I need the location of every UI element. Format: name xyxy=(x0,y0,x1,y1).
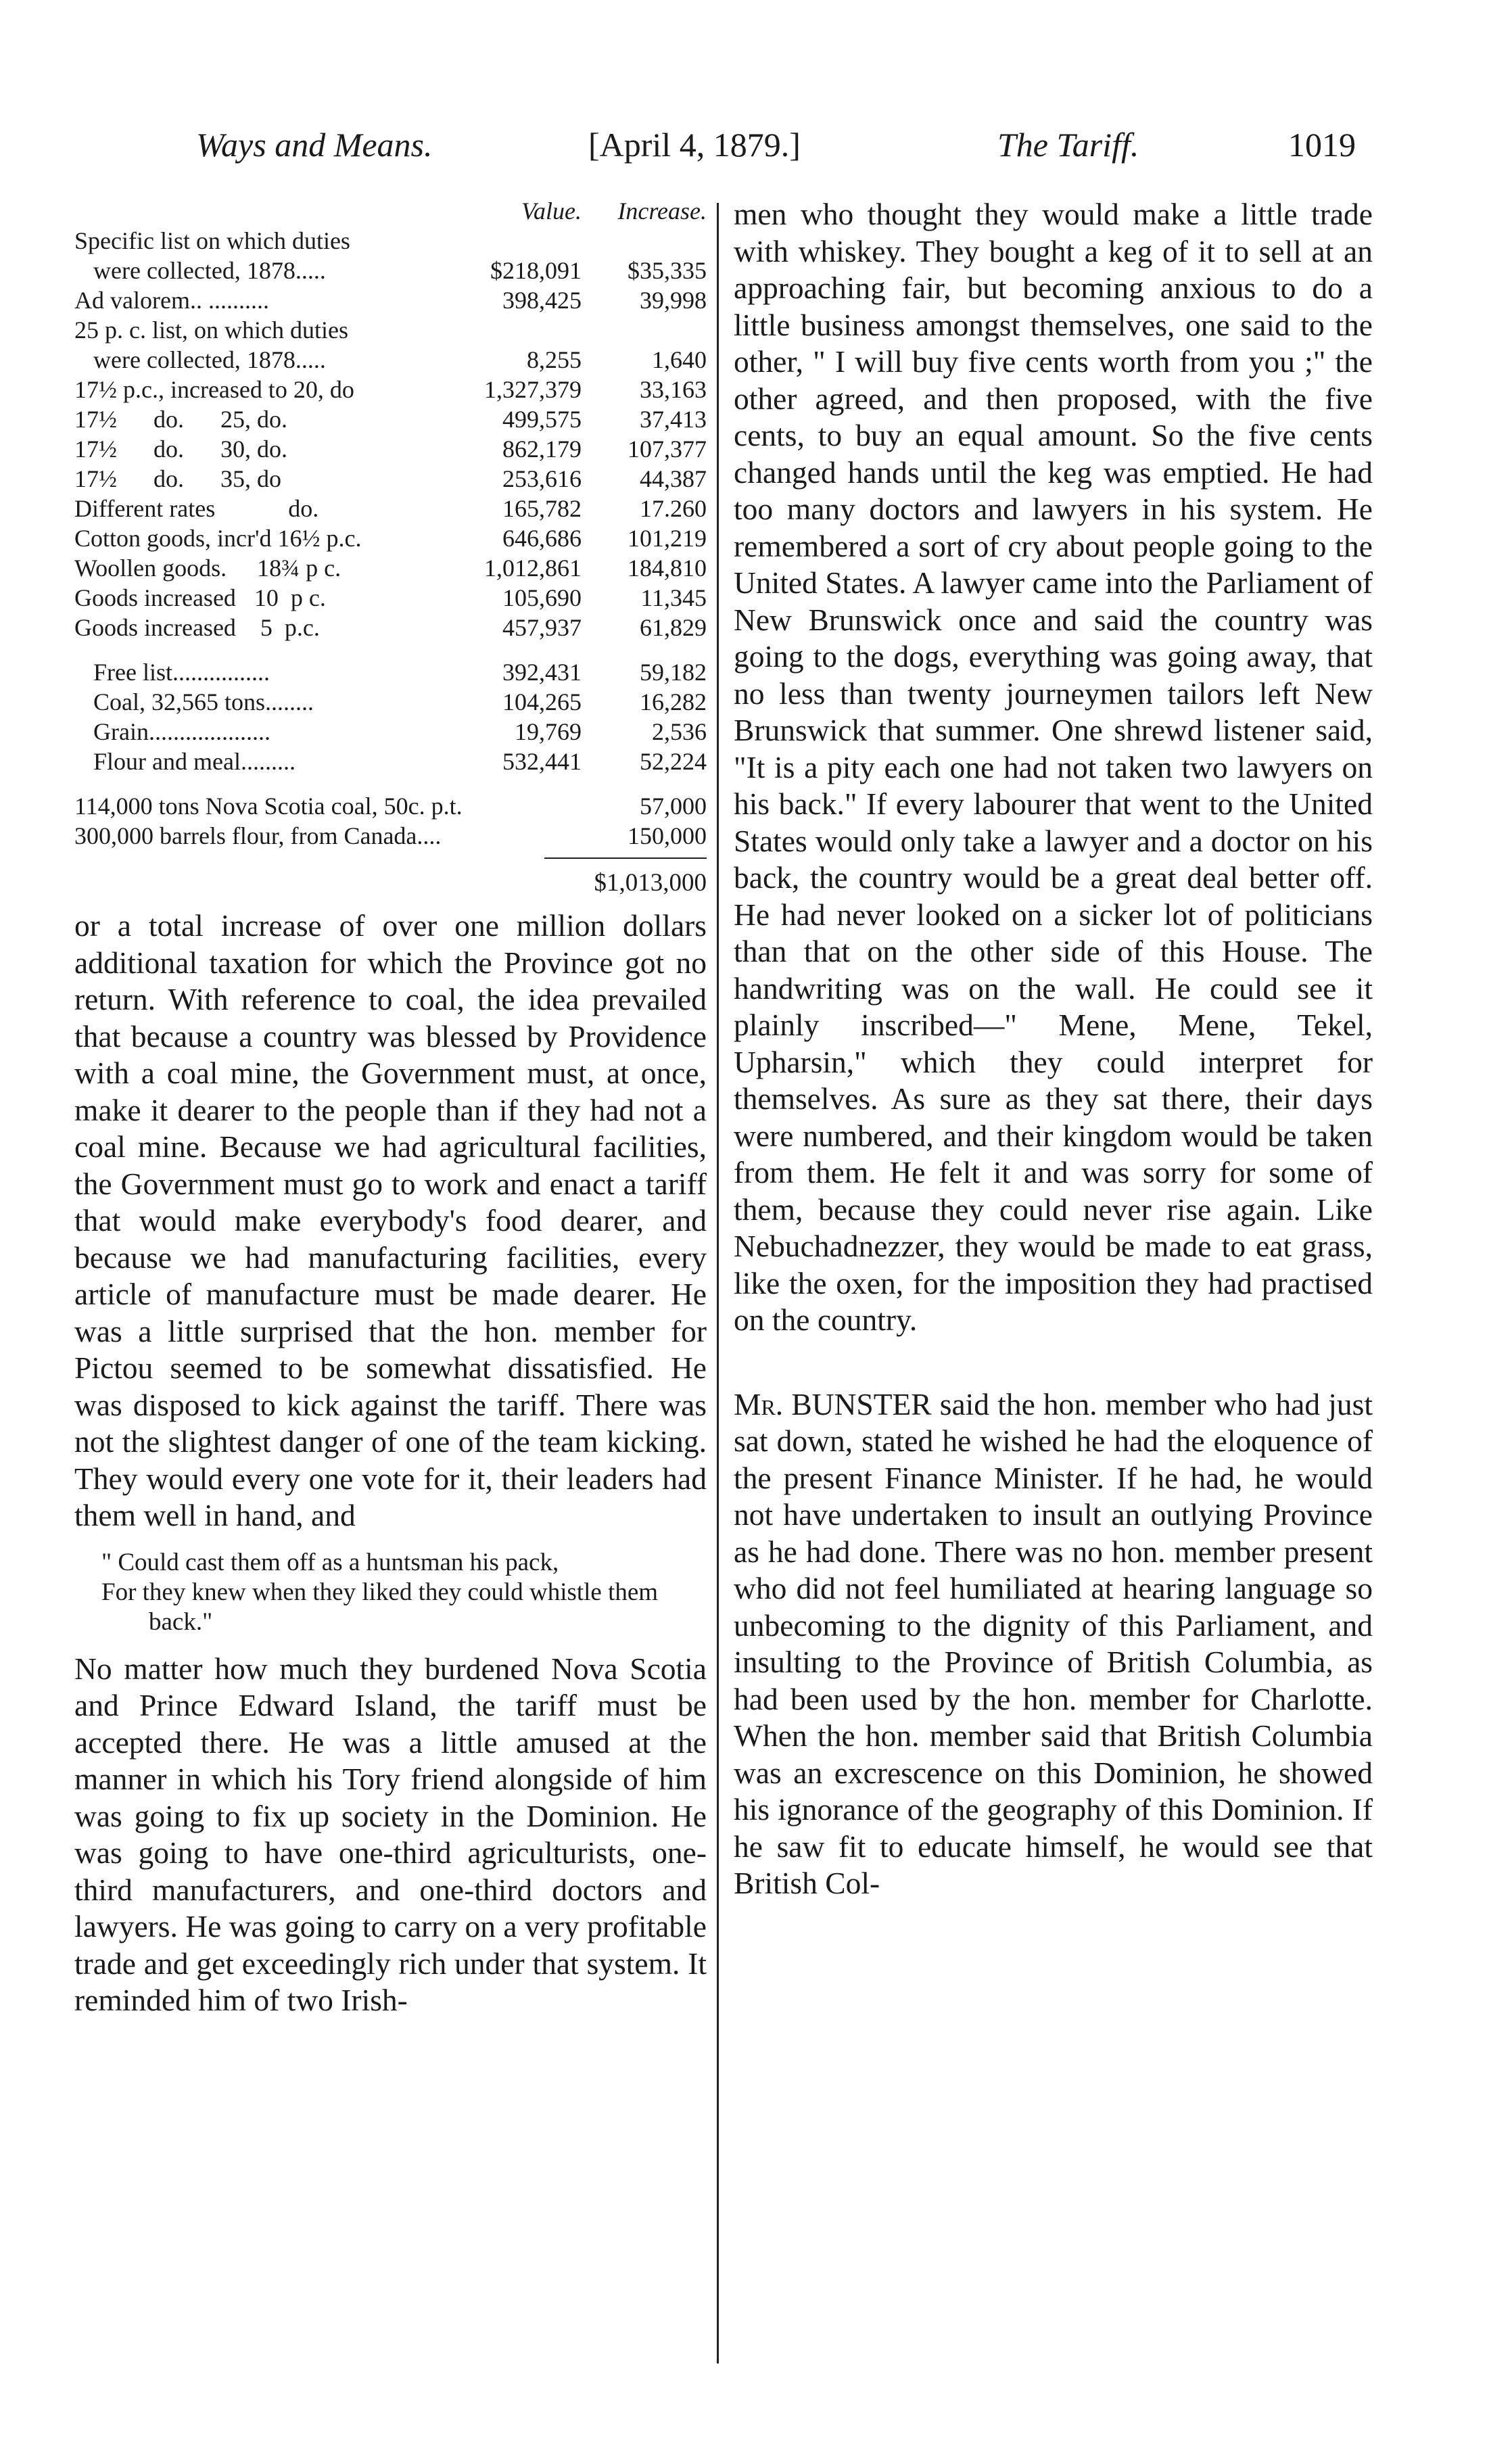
total-rule xyxy=(544,857,707,859)
table-row xyxy=(74,583,707,613)
left-column xyxy=(74,196,707,2019)
table-row xyxy=(74,375,707,404)
speaker-name: Mr. BUNSTER xyxy=(734,1386,932,1421)
table-header xyxy=(74,196,707,226)
table-row xyxy=(74,613,707,642)
row-label: 17½ do. 30, do. xyxy=(74,436,287,463)
row-increase: 37,413 xyxy=(640,406,707,433)
row-label: were collected, 1878..... xyxy=(93,346,326,373)
header-date: [April 4, 1879.] xyxy=(588,126,801,164)
row-value: $218,091 xyxy=(490,257,582,284)
row-increase: 2,536 xyxy=(652,718,707,745)
row-label: Woollen goods. 18¾ p c. xyxy=(74,555,341,582)
table-row xyxy=(74,494,707,523)
row-value: 19,769 xyxy=(515,718,582,745)
row-value: 8,255 xyxy=(527,346,582,373)
row-increase: 61,829 xyxy=(640,614,707,641)
row-increase: 101,219 xyxy=(628,525,707,552)
row-value: 532,441 xyxy=(502,748,582,775)
table-row xyxy=(74,464,707,494)
row-increase: $35,335 xyxy=(628,257,707,284)
row-increase: 52,224 xyxy=(640,748,707,775)
row-increase: 59,182 xyxy=(640,659,707,686)
row-value: 1,327,379 xyxy=(484,376,582,403)
tariff-table xyxy=(74,196,707,898)
table-row xyxy=(74,434,707,464)
row-value: 398,425 xyxy=(502,287,582,314)
row-value: 499,575 xyxy=(502,406,582,433)
row-label: Goods increased 5 p.c. xyxy=(74,614,320,641)
row-increase: 150,000 xyxy=(628,822,707,849)
row-increase: 39,998 xyxy=(640,287,707,314)
header-topic: The Tariff. xyxy=(997,126,1139,164)
table-row xyxy=(74,687,707,717)
row-label: were collected, 1878..... xyxy=(93,257,326,284)
right-paragraph-2 xyxy=(734,1386,1373,1902)
row-label: Goods increased 10 p c. xyxy=(74,584,326,611)
row-increase: 17.260 xyxy=(640,495,707,522)
row-label: Flour and meal......... xyxy=(93,748,296,775)
row-label: Grain.................... xyxy=(93,718,270,745)
row-increase: 184,810 xyxy=(628,555,707,582)
row-value: 165,782 xyxy=(502,495,582,522)
row-increase: 1,640 xyxy=(652,346,707,373)
increase-column-header: Increase. xyxy=(617,197,707,225)
table-row xyxy=(74,553,707,583)
table-row xyxy=(74,256,707,285)
table-rows-free xyxy=(74,657,707,776)
table-row xyxy=(74,226,707,256)
right-column xyxy=(734,196,1373,1902)
table-row xyxy=(74,345,707,375)
header-section: Ways and Means. xyxy=(196,126,433,164)
page-number: 1019 xyxy=(1288,126,1356,164)
table-row xyxy=(74,791,707,821)
table-row xyxy=(74,657,707,687)
row-label: 17½ do. 35, do xyxy=(74,465,281,492)
speech-text: said the hon. member who had just sat down, stated he wished he had the eloquence of the present Finance Minister. If he had, he would not have undertaken to insult an outlying Province as he had done. There was no hon. member present who did not feel humiliated at hearing language so unbecoming to the dignity of this Parliament, and insulting to the Province of British Columbia, as had been used by the hon. member for Charlotte. When the hon. member said that British Columbia was an excrescence on this Dominion, he showed his ignorance of the geography of this Dominion. If he saw fit to educate himself, he would see that British Col- xyxy=(734,1386,1373,1900)
value-column-header: Value. xyxy=(521,197,582,225)
row-value: 253,616 xyxy=(502,465,582,492)
row-increase: 16,282 xyxy=(640,688,707,715)
row-label: 17½ do. 25, do. xyxy=(74,406,287,433)
row-value: 457,937 xyxy=(502,614,582,641)
row-increase: 44,387 xyxy=(640,465,707,492)
row-label: Different rates do. xyxy=(74,495,319,522)
table-row xyxy=(74,717,707,747)
quote-line-1: " Could cast them off as a huntsman his pack, xyxy=(101,1548,559,1576)
row-value: 104,265 xyxy=(502,688,582,715)
row-increase: 11,345 xyxy=(640,584,707,611)
table-row xyxy=(74,523,707,553)
row-increase: 33,163 xyxy=(640,376,707,403)
row-increase: 107,377 xyxy=(628,436,707,463)
row-value: 862,179 xyxy=(502,436,582,463)
row-label: Free list................ xyxy=(93,659,270,686)
row-label: 114,000 tons Nova Scotia coal, 50c. p.t. xyxy=(74,793,463,820)
left-paragraph-1: or a total increase of over one million dollars additional taxation for which the Province got no return. With reference to coal, the idea prevailed that because a country was blessed by Providence with a coal mine, the Government must, at once, make it dearer to the people than if they had not a coal mine. Because we had agricultural facilities, the Government must go to work and enact a tariff that would make everybody's food dearer, and because we had manufacturing facilities, every article of manufacture must be made dearer. He was a little surprised that the hon. member for Pictou seemed to be somewhat dissatisfied. He was disposed to kick against the tariff. There was not the slightest danger of one of the team kicking. They would every one vote for it, their leaders had them well in hand, and xyxy=(74,908,707,1532)
table-rows-extra xyxy=(74,791,707,851)
row-label: 25 p. c. list, on which duties xyxy=(74,316,348,344)
verse-quote xyxy=(74,1548,707,1637)
row-label: 300,000 barrels flour, from Canada.... xyxy=(74,822,442,849)
table-row xyxy=(74,315,707,345)
row-label: 17½ p.c., increased to 20, do xyxy=(74,376,354,403)
table-row xyxy=(74,821,707,851)
row-value: 392,431 xyxy=(502,659,582,686)
table-rows-dutiable xyxy=(74,226,707,642)
column-divider xyxy=(717,203,719,2363)
row-label: Ad valorem.. .......... xyxy=(74,287,269,314)
table-row xyxy=(74,285,707,315)
table-row xyxy=(74,747,707,776)
left-paragraph-2: No matter how much they burdened Nova Scotia and Prince Edward Island, the tariff must be accepted there. He was a little amused at the manner in which his Tory friend alongside of him was going to fix up society in the Dominion. He was going to have one-third agriculturists, one-third manufacturers, and one-third doctors and lawyers. He was going to carry on a very profitable trade and get exceedingly rich under that system. It reminded him of two Irish- xyxy=(74,1651,707,2017)
row-value: 1,012,861 xyxy=(484,555,582,582)
row-value: 105,690 xyxy=(502,584,582,611)
row-label: Cotton goods, incr'd 16½ p.c. xyxy=(74,525,362,552)
table-total: $1,013,000 xyxy=(594,869,707,897)
row-label: Coal, 32,565 tons........ xyxy=(93,688,314,715)
row-value: 646,686 xyxy=(502,525,582,552)
row-label: Specific list on which duties xyxy=(74,227,350,254)
running-header xyxy=(0,125,1512,179)
quote-line-2: For they knew when they liked they could whistle them back." xyxy=(101,1578,659,1636)
table-row xyxy=(74,404,707,434)
right-paragraph-1: men who thought they would make a little trade with whiskey. They bought a keg of it to sell at an approaching fair, but becoming anxious to do a little business amongst themselves, one said to the other, " I will buy five cents worth from you ;" the other agreed, and then proposed, with the five cents, to buy an equal amount. So the five cents changed hands until the keg was emptied. He had too many doctors and lawyers in his system. He remembered a sort of cry about people going to the United States. A lawyer came into the Parliament of New Brunswick once and said the country was going to the dogs, everything was going away, that no less than twenty journeymen tailors left New Brunswick that summer. One shrewd listener said, "It is a pity each one had not taken two lawyers on his back." If every labourer that went to the United States would only take a lawyer and a doctor on his back, the country would be a great deal better off. He had never looked on a sicker lot of politicians than that on the other side of this House. The handwriting was on the wall. He could see it plainly inscribed—" Mene, Mene, Tekel, Upharsin," which they could interpret for themselves. As sure as they sat there, their days were numbered, and their kingdom would be taken from them. He felt it and was sorry for some of them, because they could never rise again. Like Nebuchadnezzer, they would be made to eat grass, like the oxen, for the imposition they had practised on the country. xyxy=(734,197,1373,1337)
row-increase: 57,000 xyxy=(640,793,707,820)
